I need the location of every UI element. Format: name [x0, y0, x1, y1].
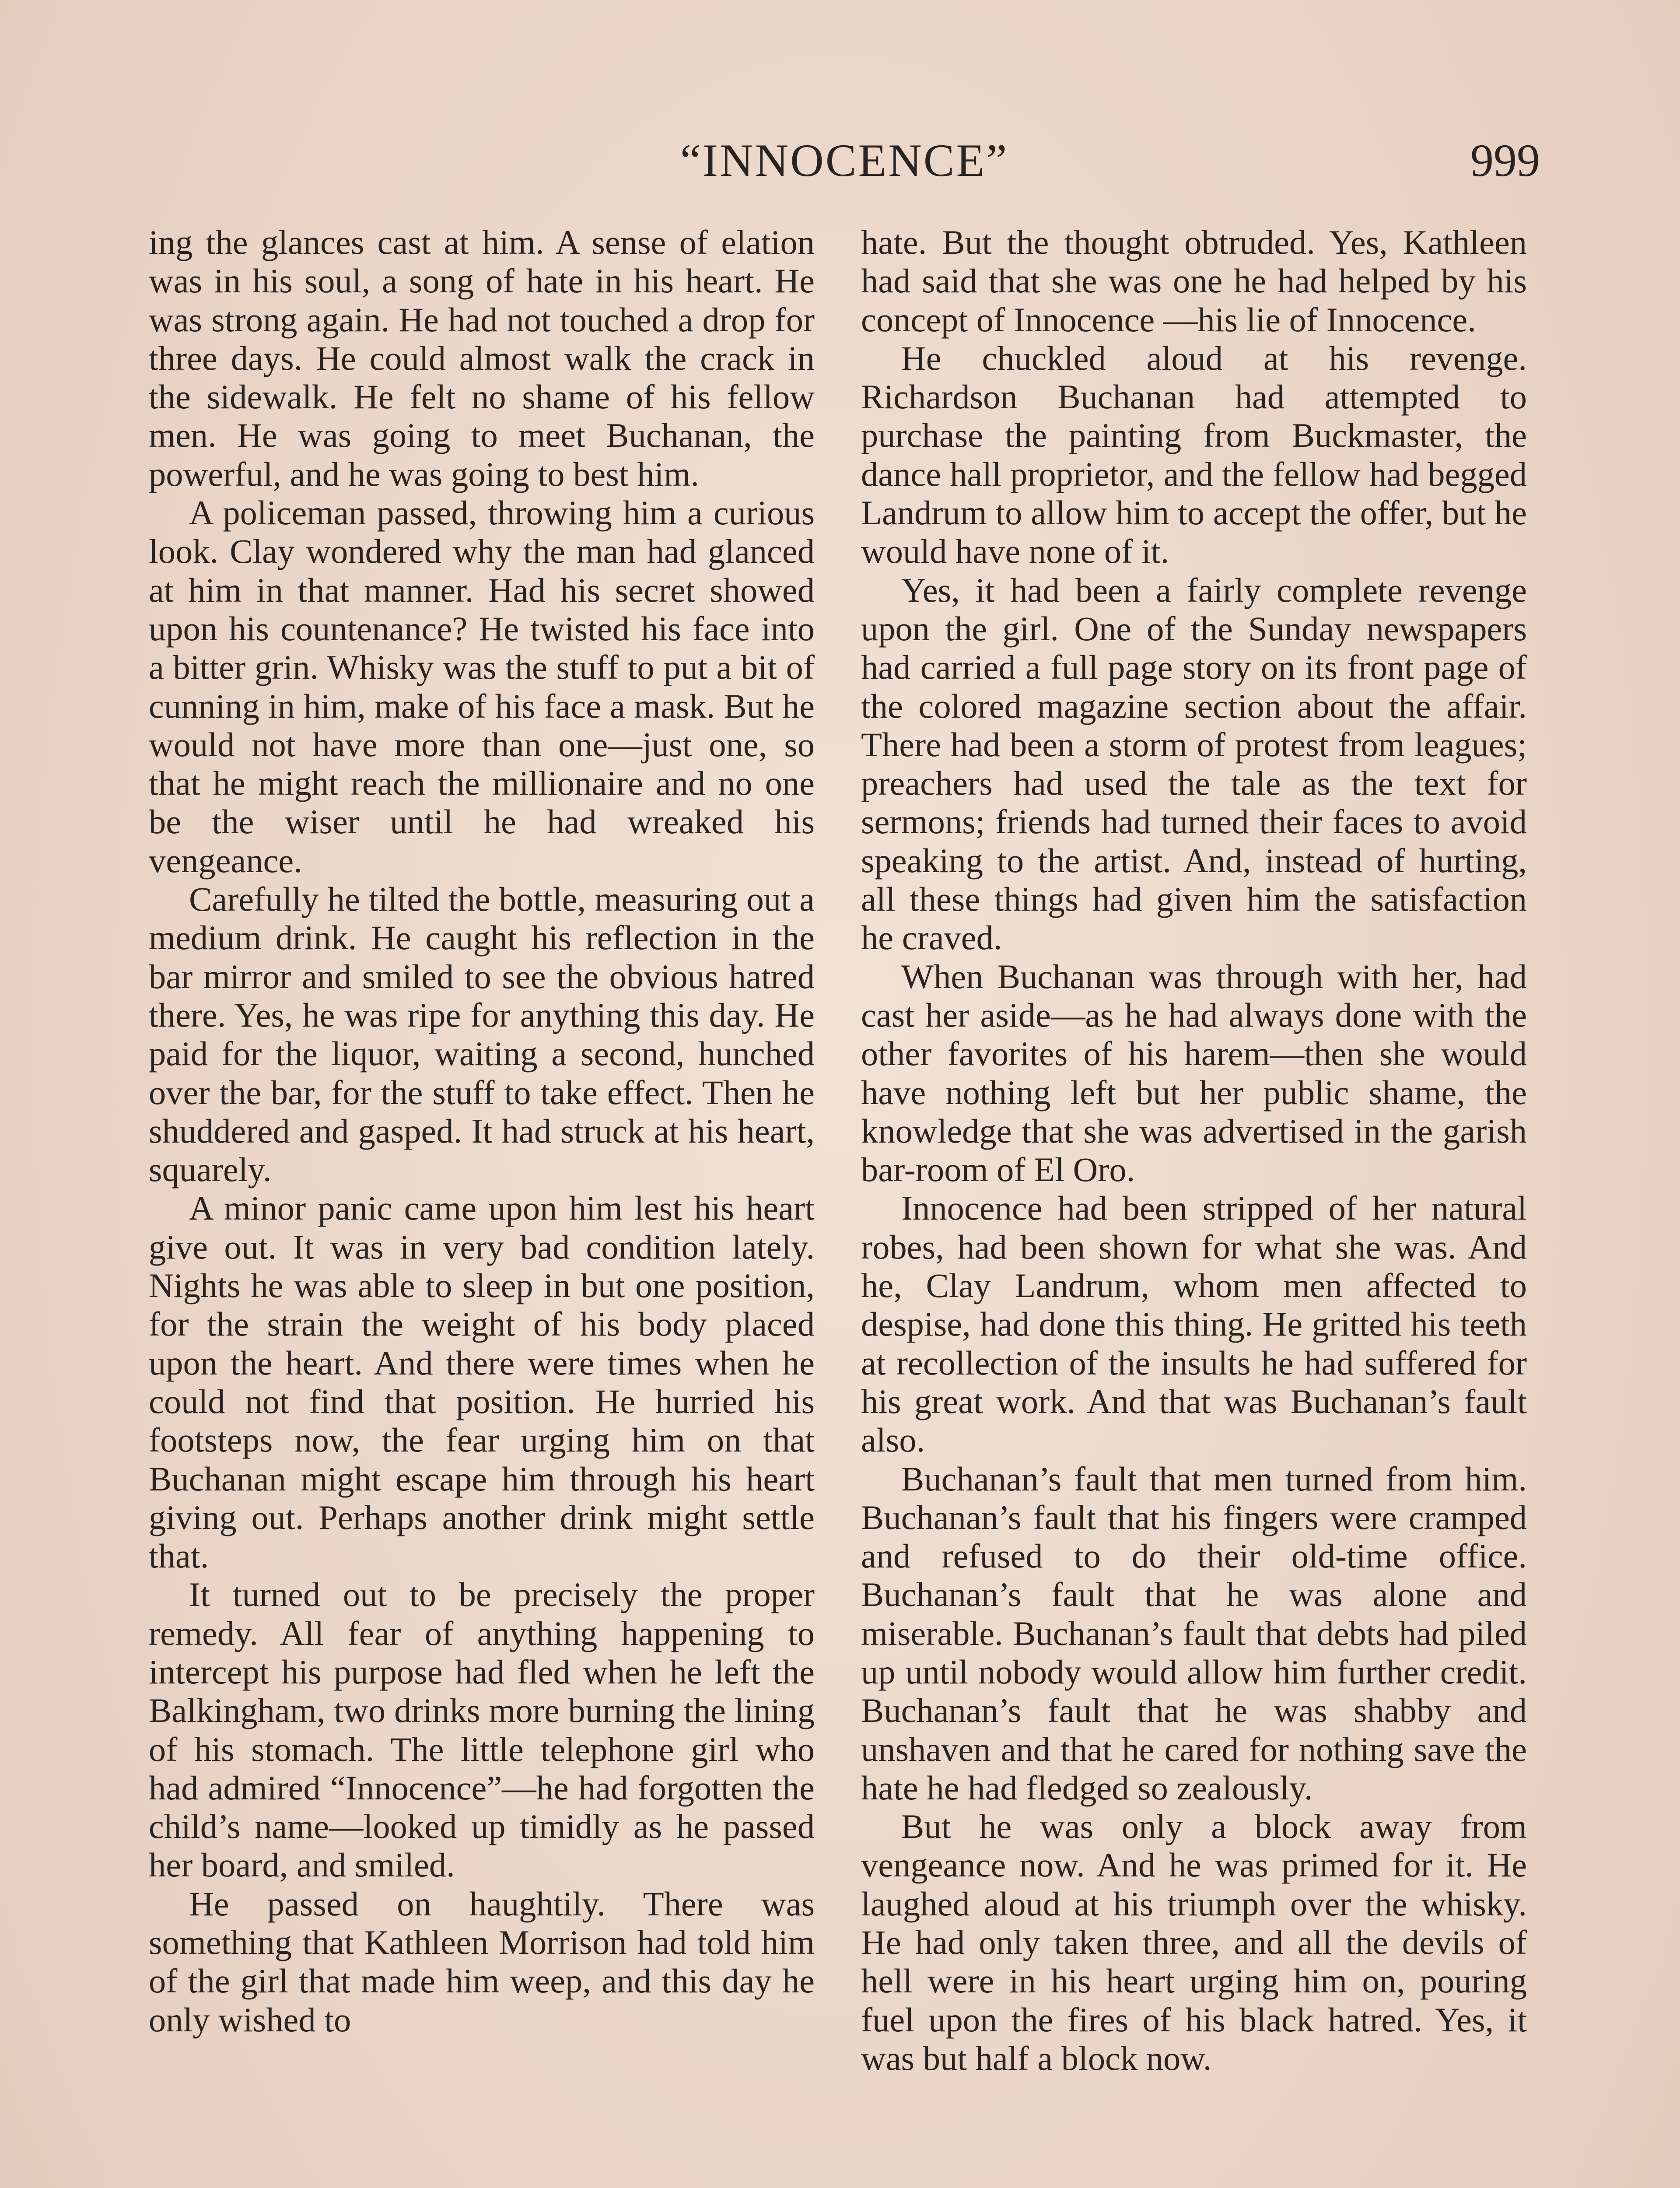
- left-column: [149, 223, 815, 2039]
- paragraph: When Buchanan was through with her, had cast her aside—as he had always done with the other favorites of his harem—then she would have nothing left but her public shame, the knowledge that she was advertised in the garish bar-room of El Oro.: [861, 957, 1527, 1189]
- paragraph: He chuckled aloud at his revenge. Richardson Buchanan had attempted to purchase the painting from Buckmaster, the dance hall proprietor, and the fellow had begged Landrum to allow him to accept the offer, but he would have none of it.: [861, 339, 1527, 571]
- paragraph: It turned out to be precisely the proper remedy. All fear of anything happening to intercept his purpose had fled when he left the Balkingham, two drinks more burning the lining of his stomach. The little telephone girl who had admired “Innocence”—he had forgotten the child’s name—looked up timidly as he passed her board, and smiled.: [149, 1575, 815, 1884]
- paragraph: A policeman passed, throwing him a curious look. Clay wondered why the man had glanced at him in that manner. Had his secret showed upon his countenance? He twisted his face into a bitter grin. Whisky was the stuff to put a bit of cunning in him, make of his face a mask. But he would not have more than one—just one, so that he might reach the millionaire and no one be the wiser until he had wreaked his vengeance.: [149, 494, 815, 880]
- paragraph: He passed on haughtily. There was something that Kathleen Morrison had told him of the girl that made him weep, and this day he only wished to: [149, 1884, 815, 2039]
- paragraph: Yes, it had been a fairly complete revenge upon the girl. One of the Sunday newspapers had carried a full page story on its front page of the colored magazine section about the affair. There had been a storm of protest from leagues; preachers had used the tale as the text for sermons; friends had turned their faces to avoid speaking to the artist. And, instead of hurting, all these things had given him the satisfaction he craved.: [861, 571, 1527, 957]
- paragraph: Carefully he tilted the bottle, measuring out a medium drink. He caught his reflection in the bar mirror and smiled to see the obvious hatred there. Yes, he was ripe for anything this day. He paid for the liquor, waiting a second, hunched over the bar, for the stuff to take effect. Then he shuddered and gasped. It had struck at his heart, squarely.: [149, 880, 815, 1189]
- paragraph: A minor panic came upon him lest his heart give out. It was in very bad condition lately. Nights he was able to sleep in but one position, for the strain the weight of his body placed upon the heart. And there were times when he could not find that position. He hurried his footsteps now, the fear urging him on that Buchanan might escape him through his heart giving out. Perhaps another drink might settle that.: [149, 1189, 815, 1575]
- paragraph: ing the glances cast at him. A sense of elation was in his soul, a song of hate in his heart. He was strong again. He had not touched a drop for three days. He could almost walk the crack in the sidewalk. He felt no shame of his fellow men. He was going to meet Buchanan, the powerful, and he was going to best him.: [149, 223, 815, 493]
- paragraph: But he was only a block away from vengeance now. And he was primed for it. He laughed aloud at his triumph over the whisky. He had only taken three, and all the devils of hell were in his heart urging him on, pouring fuel upon the fires of his black hatred. Yes, it was but half a block now.: [861, 1807, 1527, 2077]
- story-title: “INNOCENCE”: [680, 135, 1009, 186]
- right-column: [861, 223, 1527, 2078]
- page-number: 999: [1470, 135, 1540, 186]
- running-head: [149, 128, 1540, 193]
- paragraph: Innocence had been stripped of her natural robes, had been shown for what she was. And he, Clay Landrum, whom men affected to despise, had done this thing. He gritted his teeth at recollection of the insults he had suffered for his great work. And that was Buchanan’s fault also.: [861, 1189, 1527, 1459]
- paragraph: Buchanan’s fault that men turned from him. Buchanan’s fault that his fingers were cramped and refused to do their old-time office. Buchanan’s fault that he was alone and miserable. Buchanan’s fault that debts had piled up until nobody would allow him further credit. Buchanan’s fault that he was shabby and unshaven and that he cared for nothing save the hate he had fledged so zealously.: [861, 1459, 1527, 1807]
- paragraph: hate. But the thought obtruded. Yes, Kathleen had said that she was one he had helped by his concept of Innocence —his lie of Innocence.: [861, 223, 1527, 339]
